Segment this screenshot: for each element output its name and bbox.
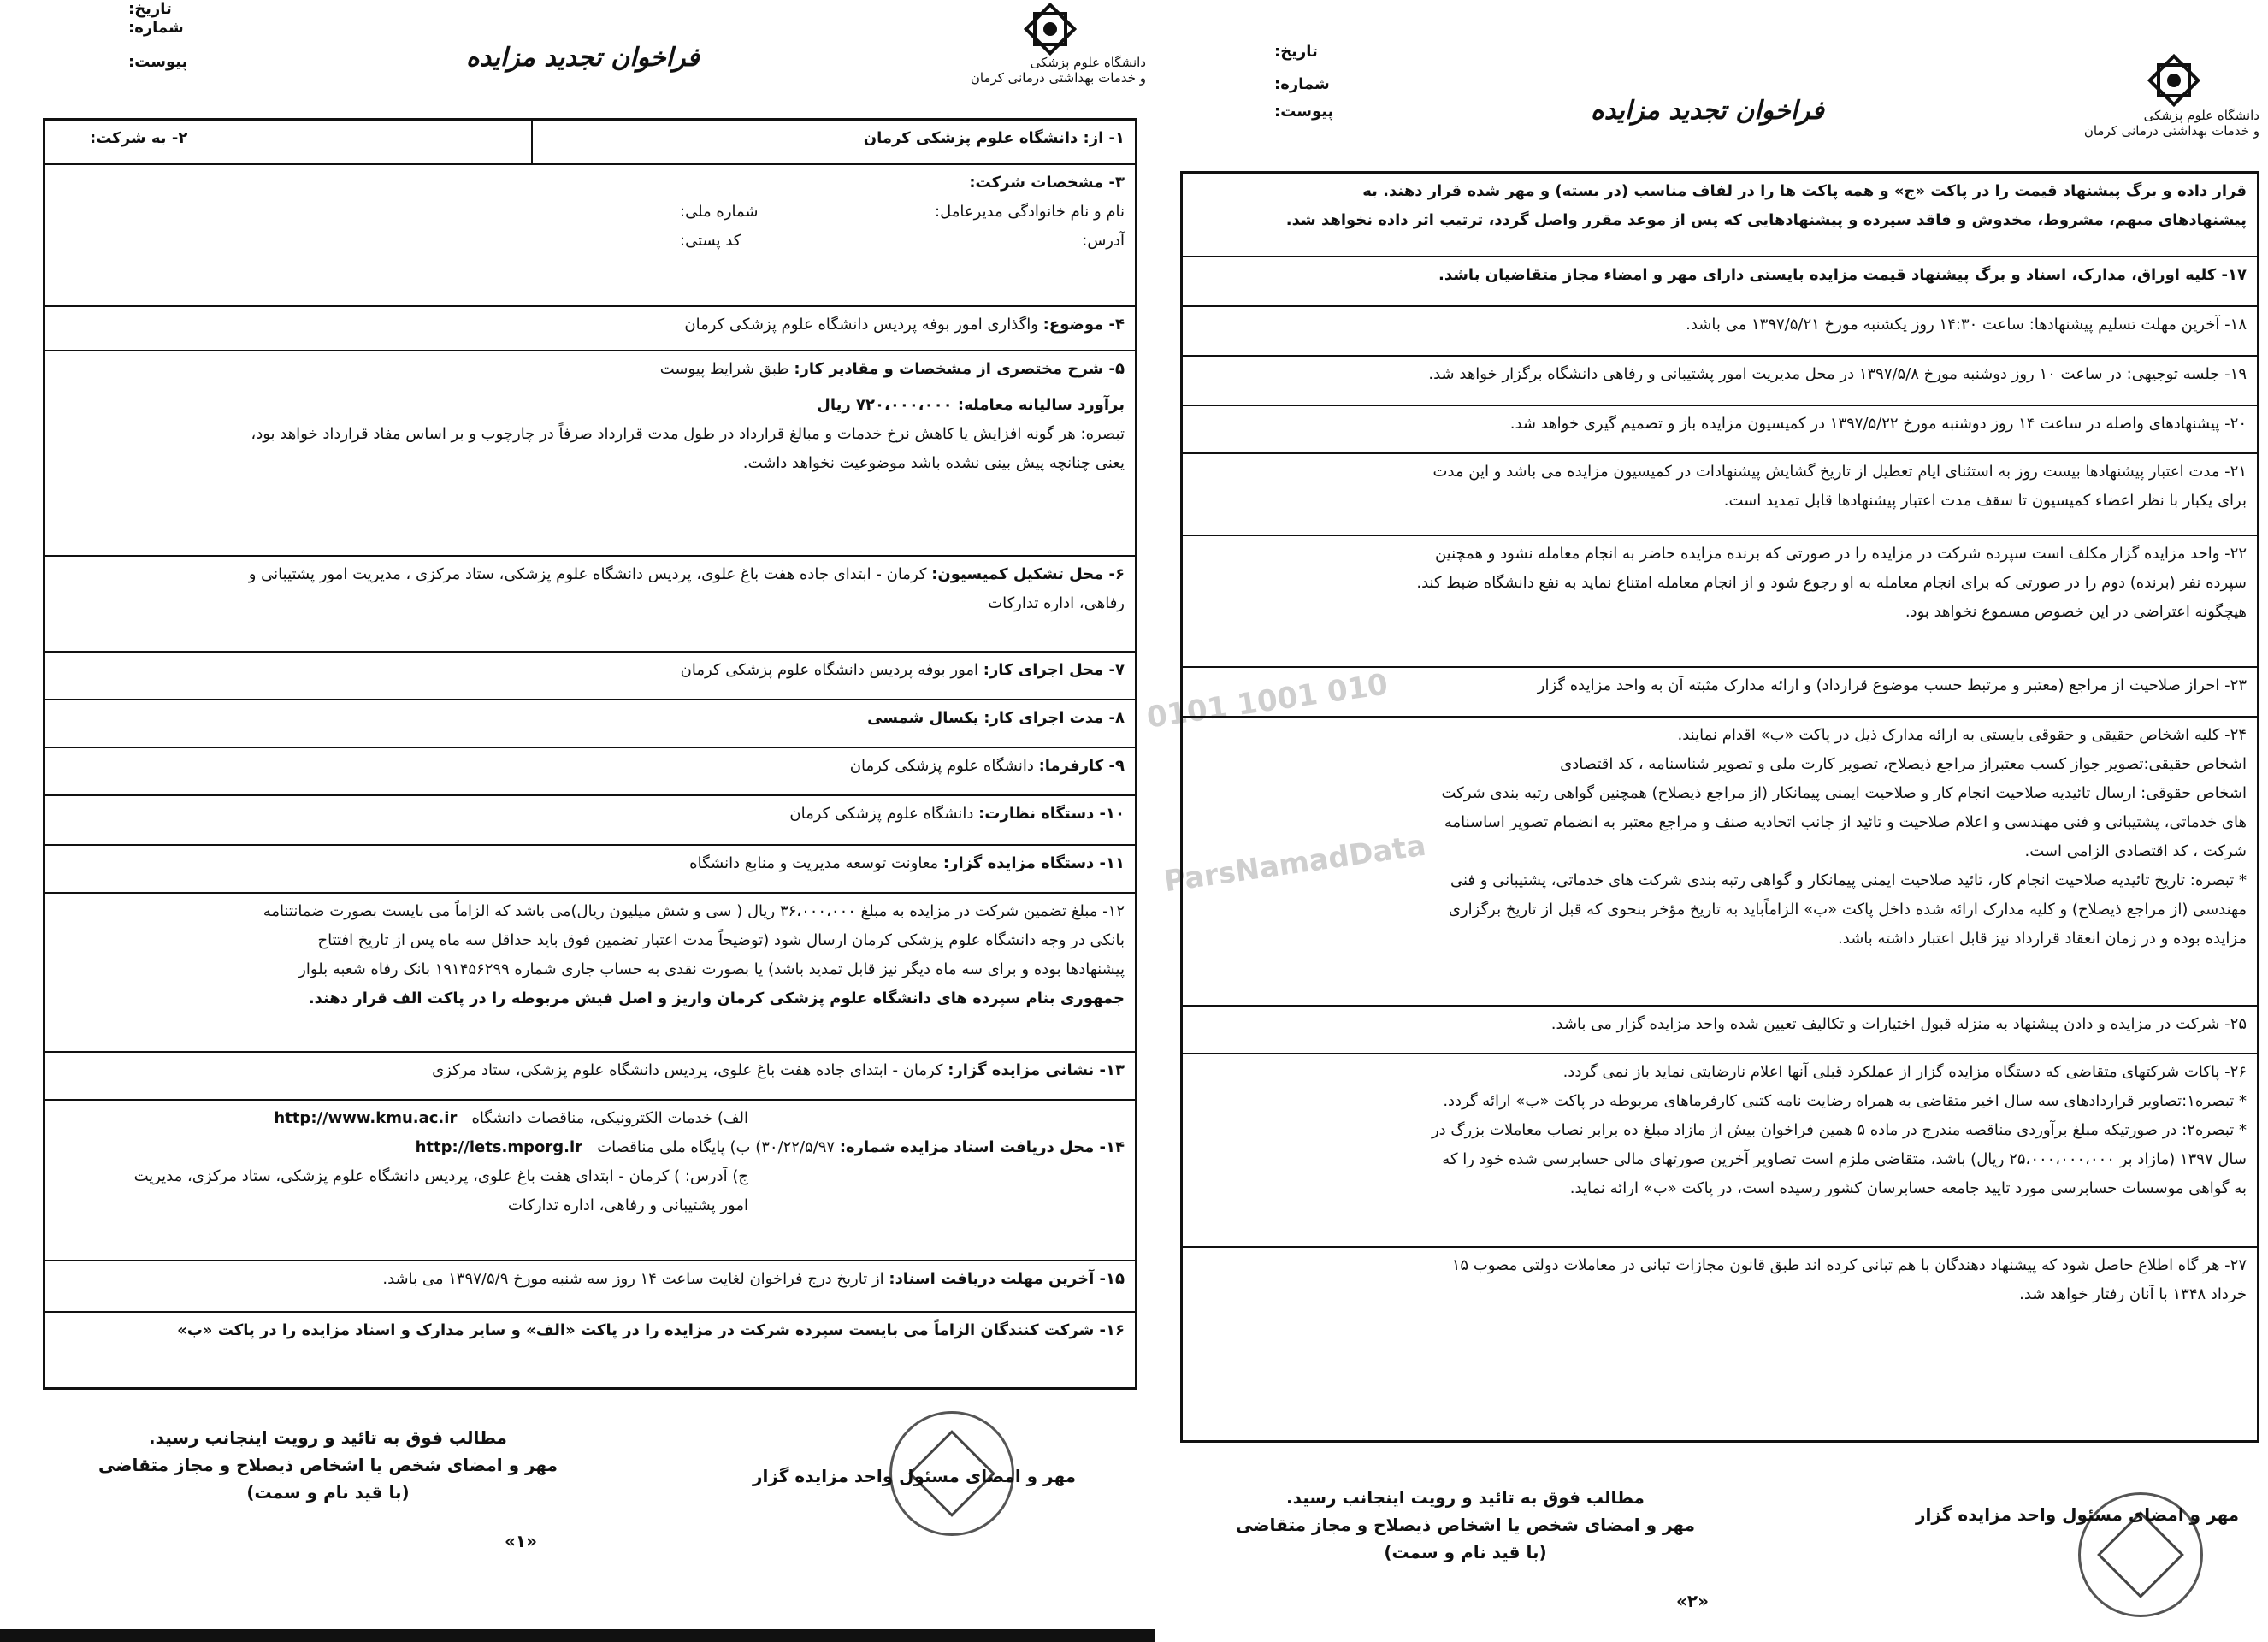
auctioneer-address-label: ۱۳- نشانی مزایده گزار:	[948, 1061, 1125, 1079]
text-line: سپرده نفر (برنده) دوم را در صورتی که برای انجام معامله به او رجوع شود و از انجام معامله امتناع نماید به نفع دانشگاه ضبط کند.	[1416, 574, 2247, 592]
text-line: ۱۷- کلیه اوراق، مدارک، اسناد و برگ پیشنهاد قیمت مزایده بایستی دارای مهر و امضاء مجاز متقاضیان باشد.	[1438, 266, 2247, 284]
row-13	[45, 1053, 1135, 1101]
text-line: مزایده بوده و در زمان انعقاد قرارداد نیز قابل اعتبار داشته باشد.	[1838, 930, 2247, 948]
university-logo-icon	[1023, 2, 1078, 56]
row-4	[45, 307, 1135, 351]
row-23	[1183, 668, 2257, 718]
annual-estimate: برآورد سالیانه معامله: ۷۲۰،۰۰۰،۰۰۰ ریال	[817, 396, 1125, 414]
address-field: آدرس:	[1082, 232, 1125, 250]
text-line: پیشنهادهای مبهم، مشروط، مخدوش و فاقد سپرده و پیشنهادهایی که پس از موعد مقرر واصل گردد، ترتیب اثر داده نخواهد شد.	[1285, 211, 2247, 229]
auctioneer-label: ۱۱- دستگاه مزایده گزار:	[942, 854, 1125, 872]
text-line: قرار داده و برگ پیشنهاد قیمت را در پاکت «ج» و همه پاکت ها را در لفاف مناسب (در بسته) و مهر شده قرار دهند. به	[1362, 182, 2247, 200]
row-19	[1183, 357, 2257, 406]
text-line: * تبصره۲: در صورتیکه مبلغ برآوردی مناقصه مندرج در ماده ۵ همین فراخوان بیش از مازاد مبلغ ده برابر نصاب معاملات بزرگ در	[1431, 1121, 2247, 1139]
auctioneer-value: معاونت توسعه مدیریت و منابع دانشگاه	[689, 854, 939, 872]
from-field: ۱- از: دانشگاه علوم پزشکی کرمان	[863, 129, 1125, 147]
note-line: تبصره: هر گونه افزایش یا کاهش نرخ خدمات و مبالغ قرارداد در طول مدت قرارداد صرفاً در چارچوب و بر اساس مفاد قرارداد خواهد بود،	[251, 425, 1125, 443]
text-line: هیچگونه اعتراضی در این خصوص مسموع نخواهد بود.	[1905, 603, 2247, 621]
page-title: فراخوان تجدید مزایده	[466, 43, 700, 73]
row-10	[45, 796, 1135, 846]
row-1-2	[45, 121, 1135, 165]
text-line: ۲۵- شرکت در مزایده و دادن پیشنهاد به منزله قبول اختیارات و تکالیف تعیین شده واحد مزایده گزار می باشد.	[1550, 1015, 2247, 1033]
page-number: «۱»	[505, 1531, 538, 1551]
envelope-instruction: ۱۶- شرکت کنندگان الزاماً می بایست سپرده شرکت در مزایده را در پاکت «الف» و سایر مدارک و اسناد مزایده را در پاکت «ب»	[177, 1321, 1125, 1339]
meta-attachment: پیوست:	[1274, 103, 1334, 121]
text-line: ۲۷- هر گاه اطلاع حاصل شود که پیشنهاد دهندگان با هم تبانی کرده اند طبق قانون مجازات تبانی در معاملات دولتی مصوب ۱۵	[1451, 1256, 2247, 1274]
text-line: خرداد ۱۳۴۸ با آنان رفتار خواهد شد.	[2019, 1285, 2247, 1303]
row-21	[1183, 454, 2257, 536]
subject-value: واگذاری امور بوفه پردیس دانشگاه علوم پزشکی کرمان	[684, 316, 1038, 334]
text-line: شرکت ، کد اقتصادی الزامی است.	[2024, 842, 2247, 860]
text-line: ۲۴- کلیه اشخاص حقیقی و حقوقی بایستی به ارائه مدارک ذیل در پاکت «ب» اقدام نمایند.	[1677, 726, 2247, 744]
meta-date: تاریخ:	[128, 0, 172, 18]
deadline-docs-label: ۱۵- آخرین مهلت دریافت اسناد:	[889, 1270, 1125, 1288]
work-place-value: امور بوفه پردیس دانشگاه علوم پزشکی کرمان	[680, 661, 979, 679]
row-20	[1183, 406, 2257, 454]
row-cont	[1183, 174, 2257, 257]
form-table-continued	[1180, 171, 2259, 1443]
text-line: ۲۲- واحد مزایده گزار مکلف است سپرده شرکت در مزایده را در صورتی که برنده مزایده حاضر به انجام معامله نشود و همچنین	[1434, 545, 2247, 563]
bidder-signature-block: مطالب فوق به تائید و رویت اینجانب رسید. مهر و امضای شخص یا اشخاص ذیصلاح و مجاز متقاضی (با قید نام و سمت)	[1236, 1487, 1695, 1562]
specs-label: ۵- شرح مختصری از مشخصات و مقادیر کار:	[794, 360, 1125, 378]
meta-attachment: پیوست:	[128, 53, 188, 71]
watermark-digits: 0101 1001 010	[1144, 667, 1391, 735]
scan-edge	[0, 1629, 1155, 1642]
duration-value: یکسال شمسی	[867, 709, 979, 727]
source-c-text: ج) آدرس: ) کرمان - ابتدای هفت باغ علوی، پردیس دانشگاه علوم پزشکی، ستاد مرکزی، مدیریت	[133, 1167, 748, 1185]
text-line: * تبصره: تاریخ تائیدیه صلاحیت انجام کار، تائید صلاحیت ایمنی پیمانکار و گواهی رتبه بندی شرکت های خدماتی، پشتیبانی و فنی	[1450, 871, 2247, 889]
commission-place-label: ۶- محل تشکیل کمیسیون:	[931, 565, 1125, 583]
docs-place-label: ۱۴- محل دریافت اسناد مزایده شماره:	[839, 1138, 1125, 1156]
row-18	[1183, 307, 2257, 357]
page-right	[1172, 0, 2268, 1642]
commission-place-value: رفاهی، اداره تدارکات	[988, 594, 1125, 612]
postal-code-field: کد پستی:	[680, 232, 741, 250]
text-line: های خدماتی، پشتیبانی و فنی مهندسی و اعلام صلاحیت و تائید از جانب اتحادیه صنف و مراجع معتبر به انضمام تصویر اساسنامه	[1444, 813, 2247, 831]
row-17	[1183, 257, 2257, 307]
text-line: مهندسی (از مراجع ذیصلاح) و کلیه مدارک ارائه شده داخل پاکت «ب» الزاماًباید به تاریخ مؤخر بنحوی که قبل از تاریخ برگزاری	[1448, 901, 2247, 918]
row-7	[45, 653, 1135, 700]
text-line: ۲۳- احراز صلاحیت از مراجع (معتبر و مرتبط حسب موضوع قرارداد) و ارائه مدارک مثبته آن به واحد مزایده گزار	[1537, 676, 2247, 694]
row-8	[45, 700, 1135, 748]
row-14	[45, 1101, 1135, 1261]
row-9	[45, 748, 1135, 796]
row-27	[1183, 1248, 2257, 1333]
row-15	[45, 1261, 1135, 1313]
auctioneer-address-value: کرمان - ابتدای جاده هفت باغ علوی، پردیس دانشگاه علوم پزشکی، ستاد مرکزی	[432, 1061, 943, 1079]
text-line: برای یکبار با نظر اعضاء کمیسیون تا سقف مدت اعتبار پیشنهادها قابل تمدید است.	[1723, 492, 2247, 510]
subject-label: ۴- موضوع:	[1042, 316, 1125, 334]
guarantee-line: ۱۲- مبلغ تضمین شرکت در مزایده به مبلغ ۳۶،۰۰۰،۰۰۰ ریال ( سی و شش میلیون ریال)می باشد که الزاماً می بایست بصورت ضمانتنامه	[263, 902, 1125, 920]
ceo-name-field: نام و نام خانوادگی مدیرعامل:	[935, 203, 1125, 221]
employer-value: دانشگاه علوم پزشکی کرمان	[849, 757, 1034, 775]
row-5	[45, 351, 1135, 557]
text-line: ۱۹- جلسه توجیهی: در ساعت ۱۰ روز دوشنبه مورخ ۱۳۹۷/۵/۸ در محل مدیریت امور پشتیبانی و رفاهی دانشگاه برگزار خواهد شد.	[1428, 365, 2247, 383]
row-26	[1183, 1054, 2257, 1248]
university-logo-icon	[2147, 53, 2201, 108]
supervisor-value: دانشگاه علوم پزشکی کرمان	[789, 805, 974, 823]
row-16	[45, 1313, 1135, 1390]
university-name: دانشگاه علوم پزشکی و خدمات بهداشتی درمانی کرمان	[970, 55, 1146, 86]
text-line: ۲۰- پیشنهادهای واصله در ساعت ۱۴ روز دوشنبه مورخ ۱۳۹۷/۵/۲۲ در کمیسیون مزایده باز و تصمیم گیری خواهد شد.	[1509, 415, 2247, 433]
guarantee-line: جمهوری بنام سپرده های دانشگاه علوم پزشکی کرمان واریز و اصل فیش مربوطه را در پاکت الف قرار دهند.	[308, 989, 1125, 1007]
text-line: سال ۱۳۹۷ (مازاد بر ۲۵،۰۰۰،۰۰۰،۰۰۰ ریال) باشد، متقاضی ملزم است تصاویر آخرین صورتهای مالی حسابرسی شده خود را که	[1442, 1150, 2247, 1168]
guarantee-line: پیشنهادها بوده و برای سه ماه دیگر نیز قابل تمدید باشد) یا بصورت نقدی به حساب جاری شماره ۱۹۱۴۵۶۲۹۹ بانک رفاه شعبه بلوار	[298, 960, 1125, 978]
text-line: به گواهی موسسات حسابرسی مورد تایید جامعه حسابرسان کشور رسیده است، در پاکت «ب» ارائه نماید.	[1569, 1179, 2247, 1197]
text-line: اشخاص حقوقی: ارسال تائیدیه صلاحیت انجام کار و صلاحیت ایمنی پیمانکار (از مراجع ذیصلاح) همچنین گواهی رتبه بندی شرکت	[1441, 784, 2247, 802]
text-line: ۲۶- پاکات شرکتهای متقاضی که دستگاه مزایده گزار از عملکرد قبلی آنها اعلام نارضایتی نماید باز نمی گردد.	[1562, 1063, 2247, 1081]
text-line: ۱۸- آخرین مهلت تسلیم پیشنهادها: ساعت ۱۴:۳۰ روز یکشنبه مورخ ۱۳۹۷/۵/۲۱ می باشد.	[1686, 316, 2247, 334]
national-id-field: شماره ملی:	[680, 203, 759, 221]
text-line: اشخاص حقیقی:تصویر جواز کسب معتبراز مراجع ذیصلاح، تصویر کارت ملی و تصویر شناسنامه ، کد اقتصادی	[1560, 755, 2247, 773]
iets-link[interactable]: http://iets.mporg.ir	[415, 1138, 583, 1156]
row-25	[1183, 1007, 2257, 1054]
meta-number: شماره:	[128, 19, 184, 37]
kmu-link[interactable]: http://www.kmu.ac.ir	[274, 1109, 458, 1127]
source-c-text: امور پشتیبانی و رفاهی، اداره تدارکات	[507, 1196, 748, 1214]
note-line: یعنی چنانچه پیش بینی نشده باشد موضوعیت نخواهد داشت.	[742, 454, 1125, 472]
commission-place-value: کرمان - ابتدای جاده هفت باغ علوی، پردیس دانشگاه علوم پزشکی، ستاد مرکزی ، مدیریت امور پشتیبانی و	[248, 565, 927, 583]
supervisor-label: ۱۰- دستگاه نظارت:	[978, 805, 1125, 823]
row-11	[45, 846, 1135, 894]
form-table	[43, 118, 1137, 1390]
guarantee-line: بانکی در وجه دانشگاه علوم پزشکی کرمان ارسال شود (توضیحاً مدت اعتبار تضمین فوق باید حداقل سه ماه پس از تاریخ افتتاح	[317, 931, 1125, 949]
meta-number: شماره:	[1274, 75, 1330, 93]
specs-value: طبق شرایط پیوست	[659, 360, 789, 378]
deadline-docs-value: از تاریخ درج فراخوان لغایت ساعت ۱۴ روز سه شنبه مورخ ۱۳۹۷/۵/۹ می باشد.	[382, 1270, 884, 1288]
bidder-signature-block: مطالب فوق به تائید و رویت اینجانب رسید. مهر و امضای شخص یا اشخاص ذیصلاح و مجاز متقاضی (با قید نام و سمت)	[98, 1427, 558, 1503]
employer-label: ۹- کارفرما:	[1038, 757, 1125, 775]
text-line: ۲۱- مدت اعتبار پیشنهادها بیست روز به استثنای ایام تعطیل از تاریخ گشایش پیشنهادات در کمیسیون مزایده می باشد و این مدت	[1432, 463, 2247, 481]
row-22	[1183, 536, 2257, 668]
duration-label: ۸- مدت اجرای کار:	[983, 709, 1125, 727]
page-number: «۲»	[1676, 1591, 1710, 1611]
row-24	[1183, 718, 2257, 1007]
source-b-text: ۳۰/۲۲/۵/۹۷) ب) پایگاه ملی مناقصات	[597, 1138, 836, 1156]
row-3	[45, 165, 1135, 307]
text-line: * تبصره۱:تصاویر قراردادهای سه سال اخیر متقاضی به همراه رضایت نامه کتبی کارفرماهای مربوطه در پاکت «ب» ارائه گردد.	[1443, 1092, 2247, 1110]
meta-date: تاریخ:	[1274, 43, 1318, 61]
unit-signature-label: مهر و امضای مسئول واحد مزایده گزار	[753, 1466, 1077, 1486]
unit-signature-label: مهر و امضای مسئول واحد مزایده گزار	[1916, 1504, 2240, 1525]
to-field: ۲- به شرکت:	[90, 129, 188, 147]
watermark-brand: ParsNamadData	[1161, 828, 1428, 900]
company-specs-label: ۳- مشخصات شرکت:	[969, 174, 1125, 192]
source-a-text: الف) خدمات الکترونیکی، مناقصات دانشگاه	[471, 1109, 748, 1127]
row-6	[45, 557, 1135, 653]
row-12	[45, 894, 1135, 1053]
work-place-label: ۷- محل اجرای کار:	[983, 661, 1125, 679]
page-title: فراخوان تجدید مزایده	[1591, 96, 1824, 126]
university-name: دانشگاه علوم پزشکی و خدمات بهداشتی درمانی کرمان	[2083, 108, 2259, 139]
